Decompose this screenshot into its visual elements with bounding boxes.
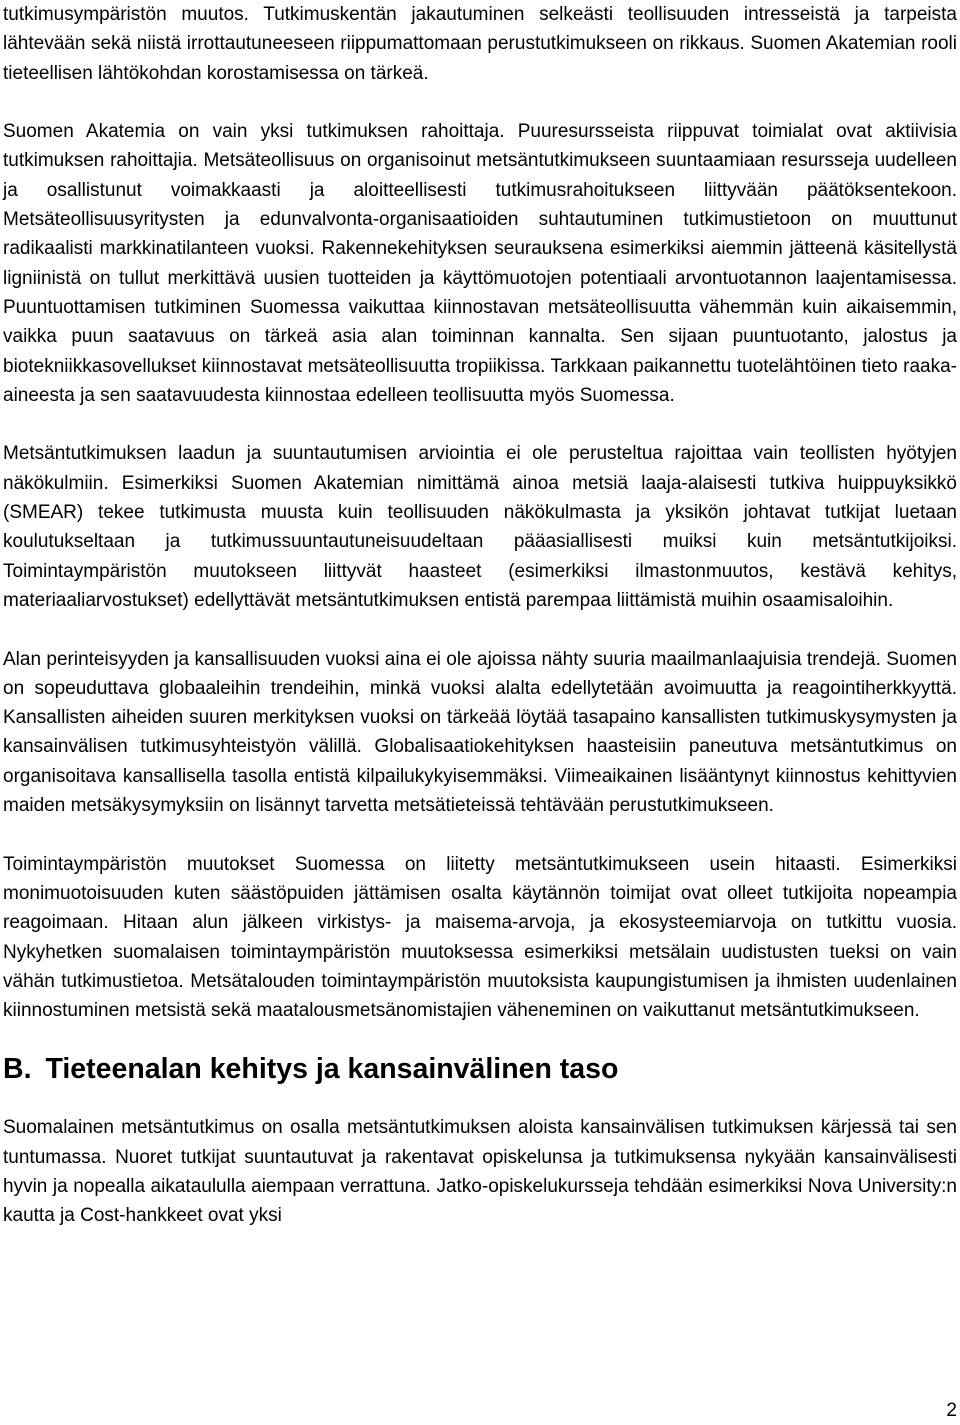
- paragraph-3: Metsäntutkimuksen laadun ja suuntautumisen arviointia ei ole perusteltua rajoittaa vain teollisten hyötyjen näkökulmiin. Esimerkiksi Suomen Akatemian nimittämä ainoa metsiä laaja-alaisesti tutkiva huippuyksikkö (SMEAR) tekee tutkimusta muusta kuin teollisuuden näkökulmasta ja yksikön johtavat tutkijat luetaan koulutukseltaan ja tutkimussuuntautuneisuudeltaan pääasiallisesti muiksi kuin metsäntutkijoiksi. Toimintaympäristön muutokseen liittyvät haasteet (esimerkiksi ilmastonmuutos, kestävä kehitys, materiaaliarvostukset) edellyttävät metsäntutkimuksen entistä parempaa liittämistä muihin osaamisaloihin.: [3, 443, 957, 611]
- paragraph-spacer: [3, 1025, 957, 1054]
- document-page: [3, 0, 957, 1230]
- paragraph-spacer: [3, 615, 957, 644]
- section-letter: B.: [3, 1052, 32, 1085]
- paragraph-spacer: [3, 820, 957, 849]
- page-number: 2: [946, 1400, 957, 1421]
- paragraph-1: tutkimusympäristön muutos. Tutkimuskentän jakautuminen selkeästi teollisuuden intresseistä ja tarpeista lähtevään sekä niistä irrottautuneeseen riippumattomaan perustutkimukseen on rikkaus. Suomen Akatemian rooli tieteellisen lähtökohdan korostamisessa on tärkeä.: [3, 4, 957, 84]
- paragraph-spacer: [3, 88, 957, 117]
- paragraph-4: Alan perinteisyyden ja kansallisuuden vuoksi aina ei ole ajoissa nähty suuria maailmanlaajuisia trendejä. Suomen on sopeuduttava globaaleihin trendeihin, minkä vuoksi alalta edellytetään avoimuutta ja reagointiherkkyyttä. Kansallisten aiheiden suuren merkityksen vuoksi on tärkeää löytää tasapaino kansallisten tutkimuskysymysten ja kansainvälisen tutkimusyhteistyön välillä. Globalisaatiokehityksen haasteisiin paneutuva metsäntutkimus on organisoitava kansallisella tasolla entistä kilpailukykyisemmäksi. Viimeaikainen lisääntynyt kiinnostus kehittyvien maiden metsäkysymyksiin on lisännyt tarvetta metsätieteissä tehtävään perustutkimukseen.: [3, 648, 957, 817]
- paragraph-final: Suomalainen metsäntutkimus on osalla metsäntutkimuksen aloista kansainvälisen tutkimuksen kärjessä tai sen tuntumassa. Nuoret tutkijat suuntautuvat ja rakentavat opiskelunsa ja tutkimuksensa nykyään kansainvälisesti hyvin ja nopealla aikataululla aiempaan verrattuna. Jatko-opiskelukursseja tehdään esimerkiksi Nova University:n kautta ja Cost-hankkeet ovat yksi: [3, 1117, 957, 1227]
- section-title: Tieteenalan kehitys ja kansainvälinen taso: [45, 1052, 619, 1085]
- section-heading: [3, 1052, 957, 1085]
- paragraph-spacer: [3, 1084, 957, 1113]
- paragraph-spacer: [3, 410, 957, 439]
- paragraph-5: Toimintaympäristön muutokset Suomessa on liitetty metsäntutkimukseen usein hitaasti. Esimerkiksi monimuotoisuuden kuten säästöpuiden jättämisen osalta käytännön toimijat ovat olleet tutkijoita nopeampia reagoimaan. Hitaan alun jälkeen virkistys- ja maisema-arvoja, ja ekosysteemiarvoja on tutkittu vuosia. Nykyhetken suomalaisen toimintaympäristön muutoksessa esimerkiksi metsälain uudistusten tueksi on vain vähän tutkimustietoa. Metsätalouden toimintaympäristön muutoksista kaupungistumisen ja ihmisten uudenlainen kiinnostuminen metsistä sekä maatalousmetsänomistajien väheneminen on vaikuttanut metsäntutkimukseen.: [3, 853, 957, 1022]
- paragraph-2: Suomen Akatemia on vain yksi tutkimuksen rahoittaja. Puuresursseista riippuvat toimialat ovat aktiivisia tutkimuksen rahoittajia. Metsäteollisuus on organisoinut metsäntutkimukseen suuntaamiaan resursseja uudelleen ja osallistunut voimakkaasti ja aloitteellisesti tutkimusrahoitukseen liittyvään päätöksentekoon. Metsäteollisuusyritysten ja edunvalvonta-organisaatioiden suhtautuminen tutkimustietoon on muuttunut radikaalisti markkinatilanteen vuoksi. Rakennekehityksen seurauksena esimerkiksi aiemmin jätteenä käsitellystä ligniinistä on tullut merkittävä uusien tuotteiden ja käyttömuotojen potentiaali arvontuotannon laajentamisessa. Puuntuottamisen tutkiminen Suomessa vaikuttaa kiinnostavan metsäteollisuutta vähemmän kuin aikaisemmin, vaikka puun saatavuus on tärkeä asia alan toiminnan kannalta. Sen sijaan puuntuotanto, jalostus ja biotekniikkasovellukset kiinnostavat metsäteollisuutta tropiikissa. Tarkkaan paikannettu tuotelähtöinen tieto raaka-aineesta ja sen saatavuudesta kiinnostaa edelleen teollisuutta myös Suomessa.: [3, 121, 957, 406]
